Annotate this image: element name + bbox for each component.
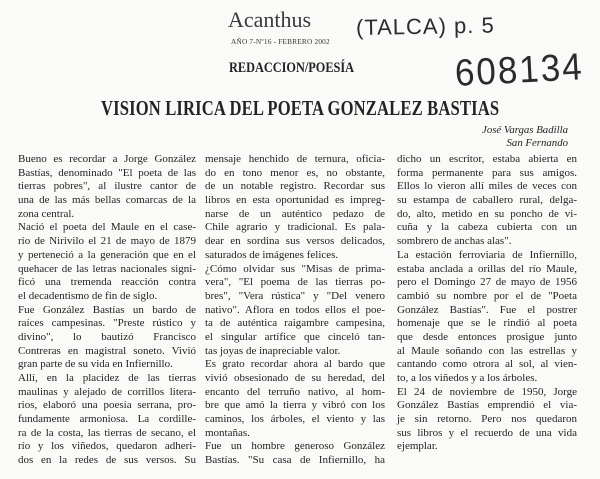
section-heading: REDACCION/POESÍA	[229, 60, 355, 76]
text-line: pero el Domingo 27 de mayo de 1956	[397, 276, 577, 289]
text-line: quehacer de las letras nacionales signi-	[18, 262, 196, 275]
text-line: fundamente armoniosa. La cordille-	[18, 413, 196, 426]
text-line: una de las más bellas comarcas de la	[18, 194, 196, 207]
text-line: cantando como otrora al sol, al vien-	[397, 358, 577, 371]
text-line: encanto del terruño nativo, al hom-	[205, 385, 385, 398]
paragraph	[397, 153, 577, 249]
text-line: homenaje que se le rindió al poeta	[397, 317, 577, 330]
text-line: Nació el poeta del Maule en el case-	[18, 221, 196, 234]
paragraph	[205, 263, 385, 359]
text-line: su estampa de caballero rural, delga-	[397, 194, 577, 207]
text-line: bre que amó la tierra y vibró con los	[205, 399, 385, 412]
text-line: cambió su nombre por el de "Poeta	[397, 289, 577, 302]
paragraph	[397, 386, 577, 454]
text-line: González Bastías". Fue el postrer	[397, 303, 577, 316]
paragraph	[205, 153, 385, 263]
text-line: to, a los viñedos y a los árboles.	[397, 372, 538, 384]
text-line: que desde entonces prosigue junto	[397, 330, 577, 343]
text-line: vivió obsesionado de su heredad, del	[205, 372, 385, 384]
article-column-3	[397, 153, 577, 454]
text-line: maulinas y alejado de corrillos litera-	[18, 385, 196, 398]
author-name: José Vargas Badilla	[482, 124, 568, 136]
text-line: caminos, los árboles, el viento y las	[205, 413, 385, 426]
text-line: zona central.	[18, 207, 75, 220]
issue-line: AÑO 7-Nº16 - FEBRERO 2002	[231, 37, 330, 46]
text-line: saturados de imágenes felices.	[205, 248, 339, 261]
text-line: de un notable registro. Recordar sus	[205, 180, 385, 193]
text-line: río de Nirivilo el 21 de mayo de 1879	[18, 235, 196, 248]
text-line: ejemplar.	[397, 440, 438, 453]
text-line: gran parte de su vida en Infiernillo.	[18, 358, 173, 371]
publication-name: Acanthus	[228, 7, 312, 32]
paragraph	[205, 358, 385, 440]
text-line: ta de auténtica raigambre campesina,	[205, 317, 385, 330]
text-line: ficó una tremenda reacción contra	[18, 276, 196, 289]
paragraph	[205, 440, 385, 467]
article-title: VISION LIRICA DEL POETA GONZALEZ BASTIAS	[100, 96, 500, 120]
article-column-1	[18, 153, 196, 468]
text-line: Contreras en magistral soneto. Vivió	[18, 344, 196, 357]
text-line: dear en sordina sus versos delicados,	[205, 235, 385, 248]
text-line: dos en la redes de sus versos. Su	[18, 454, 196, 467]
text-line: estaba anclada a orillas del río Maule,	[397, 262, 577, 275]
text-line: río y los viñedos, quedaron adheri-	[18, 440, 196, 453]
handwritten-catalog-number: 608134	[453, 45, 585, 95]
text-line: La estación ferroviaria de Infiernillo,	[397, 248, 577, 261]
text-line: Bastías, denominado "El poeta de las	[18, 166, 196, 179]
title-row	[0, 96, 600, 123]
text-line: do, alto, metido en su poncho de vi-	[397, 207, 577, 220]
text-line: je sin retorno. Pero nos quedaron	[397, 413, 577, 426]
text-line: Bueno es recordar a Jorge González	[18, 153, 196, 165]
byline	[482, 124, 568, 150]
text-line: González Bastías emprendió el via-	[397, 399, 577, 412]
handwritten-place-page-note: (TALCA) p. 5	[355, 12, 495, 40]
article-column-2	[205, 153, 385, 468]
text-line: ¿Cómo olvidar sus "Misas de prima-	[205, 262, 385, 275]
text-line: y perteneció a la generación que en el	[18, 248, 196, 261]
text-line: el singular artífice que cinceló tan-	[205, 330, 385, 343]
text-line: Fue González Bastías un bardo de	[18, 303, 196, 316]
paragraph	[18, 221, 196, 303]
text-line: raíces campesinas. "Preste rústico y	[18, 317, 196, 330]
text-line: cuña y la cabeza cubierta con un	[397, 221, 577, 234]
author-city: San Fernando	[506, 137, 568, 149]
text-line: tas joyas de inapreciable valor.	[205, 344, 341, 357]
text-line: dicho un escritor, estaba abierta en	[397, 153, 577, 165]
text-line: do en tono menor es, no obstante,	[205, 166, 385, 179]
text-line: rios, elaboró una poesía serrana, pro-	[18, 399, 196, 412]
text-line: el decadentismo de fin de siglo.	[18, 289, 158, 302]
text-line: Es grato recordar ahora al bardo que	[205, 358, 385, 371]
text-line: montañas.	[205, 426, 250, 439]
paragraph	[18, 372, 196, 468]
paragraph	[397, 249, 577, 386]
paragraph	[18, 153, 196, 221]
text-line: mensaje henchido de ternura, oficia-	[205, 153, 385, 165]
text-line: Fue un hombre generoso González	[205, 440, 385, 453]
text-line: sus libros y el recuerdo de una vida	[397, 426, 577, 439]
text-line: narse de un auténtico pedazo de	[205, 207, 385, 220]
text-line: al Maule soñando con las estrellas y	[397, 344, 577, 357]
text-line: Allí, en la placidez de las tierras	[18, 372, 196, 384]
text-line: nativo". Aflora en todos ellos el poe-	[205, 303, 385, 316]
text-line: libros en esta oportunidad es impreg-	[205, 194, 385, 207]
text-line: forma permanente para sus amigos.	[397, 166, 577, 179]
paragraph	[18, 304, 196, 372]
text-line: tierras pobres", al ilustre cantor de	[18, 180, 196, 193]
text-line: divino", lo bautizó Francisco	[18, 330, 196, 343]
text-line: sombrero de anchas alas".	[397, 235, 512, 248]
text-line: ra de la costa, las tierras de secano, el	[18, 426, 196, 439]
text-line: bres", "Vera rústica" y "Del venero	[205, 289, 385, 302]
text-line: El 24 de noviembre de 1950, Jorge	[397, 385, 577, 398]
text-line: Ellos lo vieron allí miles de veces con	[397, 180, 577, 193]
text-line: vera", "El poema de las tierras po-	[205, 276, 385, 289]
text-line: Chile agrario y tradicional. Es pala-	[205, 221, 385, 234]
text-line: Bastías. "Su casa de Infiernillo, ha	[205, 454, 385, 467]
